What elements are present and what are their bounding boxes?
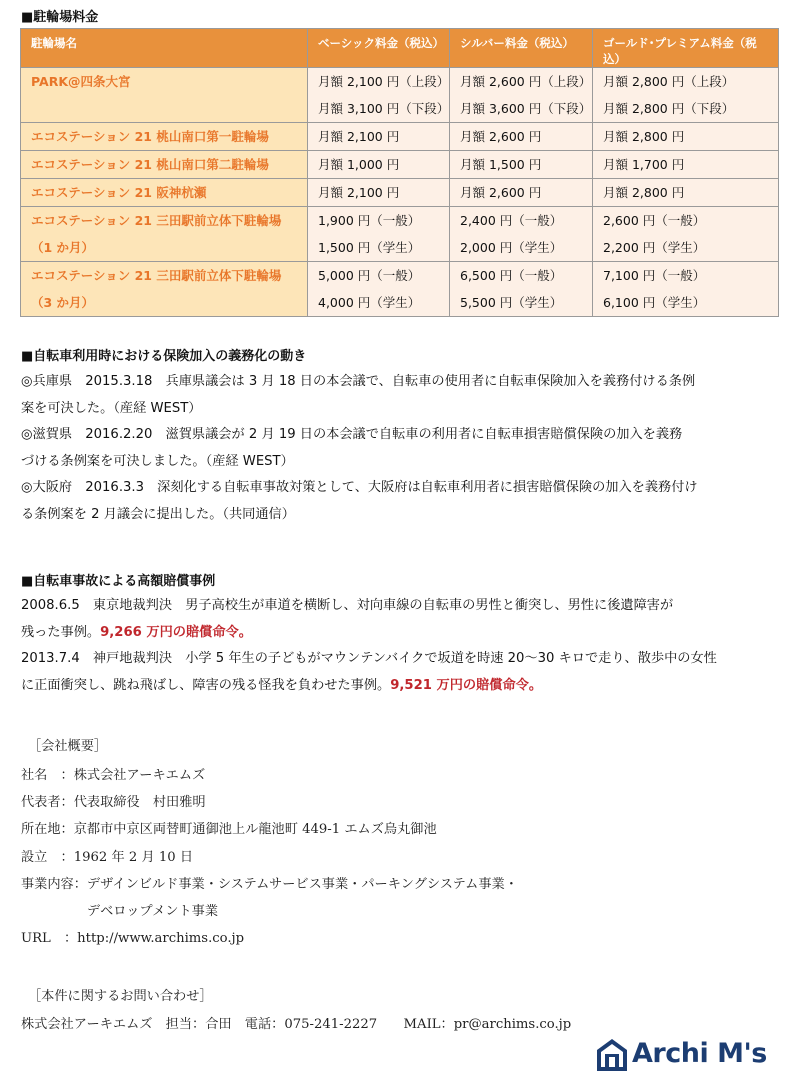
basic-fee-cell	[308, 68, 450, 123]
parking-name: PARK@四条大宮	[31, 74, 131, 89]
insurance-heading: ■自転車利用時における保険加入の義務化の動き	[21, 349, 307, 364]
gold-fee-cell	[593, 262, 779, 317]
silver-fee-cell	[450, 151, 593, 179]
contact-heading: ［本件に関するお問い合わせ］	[28, 989, 213, 1004]
table-row	[21, 179, 779, 207]
logo-wordmark: Archi M's	[632, 1038, 767, 1069]
house-logo-icon	[596, 1038, 628, 1072]
parking-name: エコステーション 21 三田駅前立体下駐輪場	[31, 213, 282, 228]
silver-fee: 月額 2,600 円（上段）	[460, 74, 592, 89]
gold-fee: 月額 1,700 円	[603, 157, 685, 172]
gold-fee: 7,100 円（一般）	[603, 268, 706, 283]
silver-fee-cell	[450, 179, 593, 207]
archims-logo	[596, 1038, 782, 1072]
accident-line: 2013.7.4 神戸地裁判決 小学 5 年生の子どもがマウンテンバイクで坂道を時速 20～30 キロで走り、散歩中の女性	[21, 651, 717, 666]
gold-fee: 月額 2,800 円（下段）	[603, 101, 735, 116]
silver-fee: 2,000 円（学生）	[460, 240, 563, 255]
silver-fee-cell	[450, 262, 593, 317]
silver-fee-cell	[450, 207, 593, 262]
basic-fee: 月額 3,100 円（下段）	[318, 101, 450, 116]
accident-line	[21, 620, 717, 647]
parking-period: （1 か月）	[31, 240, 95, 255]
basic-fee-cell	[308, 123, 450, 151]
parking-name-cell	[21, 151, 308, 179]
header-silver-fee: シルバー料金（税込）	[450, 29, 593, 68]
parking-name: エコステーション 21 桃山南口第一駐輪場	[31, 129, 269, 144]
gold-fee: 月額 2,800 円	[603, 185, 685, 200]
contact-line: 株式会社アーキエムズ 担当：合田 電話：075-241-2227 MAIL：pr@archims.co.jp	[21, 1017, 572, 1032]
basic-fee-cell	[308, 179, 450, 207]
gold-fee-cell	[593, 151, 779, 179]
accident-text: に正面衝突し、跳ね飛ばし、障害の残る怪我を負わせた事例。	[21, 677, 391, 693]
parking-name-cell	[21, 179, 308, 207]
silver-fee: 月額 1,500 円	[460, 157, 542, 172]
pricing-table	[20, 28, 779, 317]
accident-line	[21, 673, 717, 700]
company-line: 設立 ：1962 年 2 月 10 日	[21, 849, 194, 865]
insurance-line: 案を可決した。（産経 WEST）	[21, 400, 202, 416]
parking-name: エコステーション 21 桃山南口第二駐輪場	[31, 157, 269, 172]
compensation-amount: 9,521 万円の賠償命令。	[390, 677, 543, 693]
insurance-line: ◎滋賀県 2016.2.20 滋賀県議会が 2 月 19 日の本会議で自転車の利用者に自転車損害賠償保険の加入を義務	[21, 427, 683, 442]
table-row	[21, 207, 779, 262]
basic-fee-cell	[308, 151, 450, 179]
compensation-amount: 9,266 万円の賠償命令。	[100, 624, 252, 640]
basic-fee-cell	[308, 207, 450, 262]
gold-fee: 月額 2,800 円	[603, 129, 685, 144]
company-url: URL ：http://www.archims.co.jp	[21, 931, 245, 947]
basic-fee: 月額 2,100 円	[318, 129, 400, 144]
accident-text: 残った事例。	[21, 624, 101, 640]
silver-fee: 月額 3,600 円（下段）	[460, 101, 592, 116]
insurance-line: づける条例案を可決しました。（産経 WEST）	[21, 453, 294, 469]
basic-fee-cell	[308, 262, 450, 317]
parking-name-cell	[21, 207, 308, 262]
company-line: 所在地：京都市中京区両替町通御池上ル龍池町 449-1 エムズ烏丸御池	[21, 822, 437, 838]
company-line: 代表者：代表取締役 村田雅明	[21, 795, 206, 811]
company-line: 社名 ：株式会社アーキエムズ	[21, 768, 206, 783]
basic-fee: 月額 2,100 円	[318, 185, 400, 200]
silver-fee-cell	[450, 68, 593, 123]
basic-fee: 月額 1,000 円	[318, 157, 400, 172]
company-line: デベロップメント事業	[21, 904, 219, 920]
silver-fee: 2,400 円（一般）	[460, 213, 563, 228]
gold-fee-cell	[593, 123, 779, 151]
parking-name-cell	[21, 262, 308, 317]
insurance-line: ◎大阪府 2016.3.3 深刻化する自転車事故対策として、大阪府は自転車利用者に損害賠償保険の加入を義務付け	[21, 480, 698, 495]
parking-name: エコステーション 21 三田駅前立体下駐輪場	[31, 268, 282, 283]
parking-name-cell	[21, 68, 308, 123]
accidents-body	[21, 593, 717, 699]
gold-fee: 2,200 円（学生）	[603, 240, 706, 255]
gold-fee-cell	[593, 68, 779, 123]
parking-name-cell	[21, 123, 308, 151]
silver-fee: 月額 2,600 円	[460, 185, 542, 200]
parking-name: エコステーション 21 阪神杭瀬	[31, 185, 207, 200]
basic-fee: 1,500 円（学生）	[318, 240, 421, 255]
gold-fee: 6,100 円（学生）	[603, 295, 706, 310]
table-row	[21, 262, 779, 317]
gold-fee: 2,600 円（一般）	[603, 213, 706, 228]
header-gold-premium-fee: ゴールド･プレミアム料金（税込）	[593, 29, 779, 68]
silver-fee: 月額 2,600 円	[460, 129, 542, 144]
gold-fee-cell	[593, 179, 779, 207]
table-row	[21, 68, 779, 123]
basic-fee: 1,900 円（一般）	[318, 213, 421, 228]
header-basic-fee: ベーシック料金（税込）	[308, 29, 450, 68]
silver-fee: 5,500 円（学生）	[460, 295, 563, 310]
parking-period: （3 か月）	[31, 295, 95, 310]
table-header-row	[21, 29, 779, 68]
accidents-heading: ■自転車事故による高額賠償事例	[21, 574, 216, 589]
basic-fee: 5,000 円（一般）	[318, 268, 421, 283]
company-heading: ［会社概要］	[28, 739, 108, 754]
company-details	[21, 762, 518, 952]
accident-line: 2008.6.5 東京地裁判決 男子高校生が車道を横断し、対向車線の自転車の男性と衝突し、男性に後遺障害が	[21, 598, 674, 613]
pricing-title: ■駐輪場料金	[21, 10, 99, 25]
insurance-body	[21, 369, 698, 528]
company-line: 事業内容：デザインビルド事業・システムサービス事業・パーキングシステム事業・	[21, 876, 518, 892]
basic-fee: 4,000 円（学生）	[318, 295, 421, 310]
insurance-line: ◎兵庫県 2015.3.18 兵庫県議会は 3 月 18 日の本会議で、自転車の使用者に自転車保険加入を義務付ける条例	[21, 374, 696, 389]
insurance-line: る条例案を 2 月議会に提出した。（共同通信）	[21, 506, 295, 522]
silver-fee: 6,500 円（一般）	[460, 268, 563, 283]
table-row	[21, 123, 779, 151]
basic-fee: 月額 2,100 円（上段）	[318, 74, 450, 89]
header-parking-name: 駐輪場名	[21, 29, 308, 68]
gold-fee: 月額 2,800 円（上段）	[603, 74, 735, 89]
table-row	[21, 151, 779, 179]
silver-fee-cell	[450, 123, 593, 151]
gold-fee-cell	[593, 207, 779, 262]
